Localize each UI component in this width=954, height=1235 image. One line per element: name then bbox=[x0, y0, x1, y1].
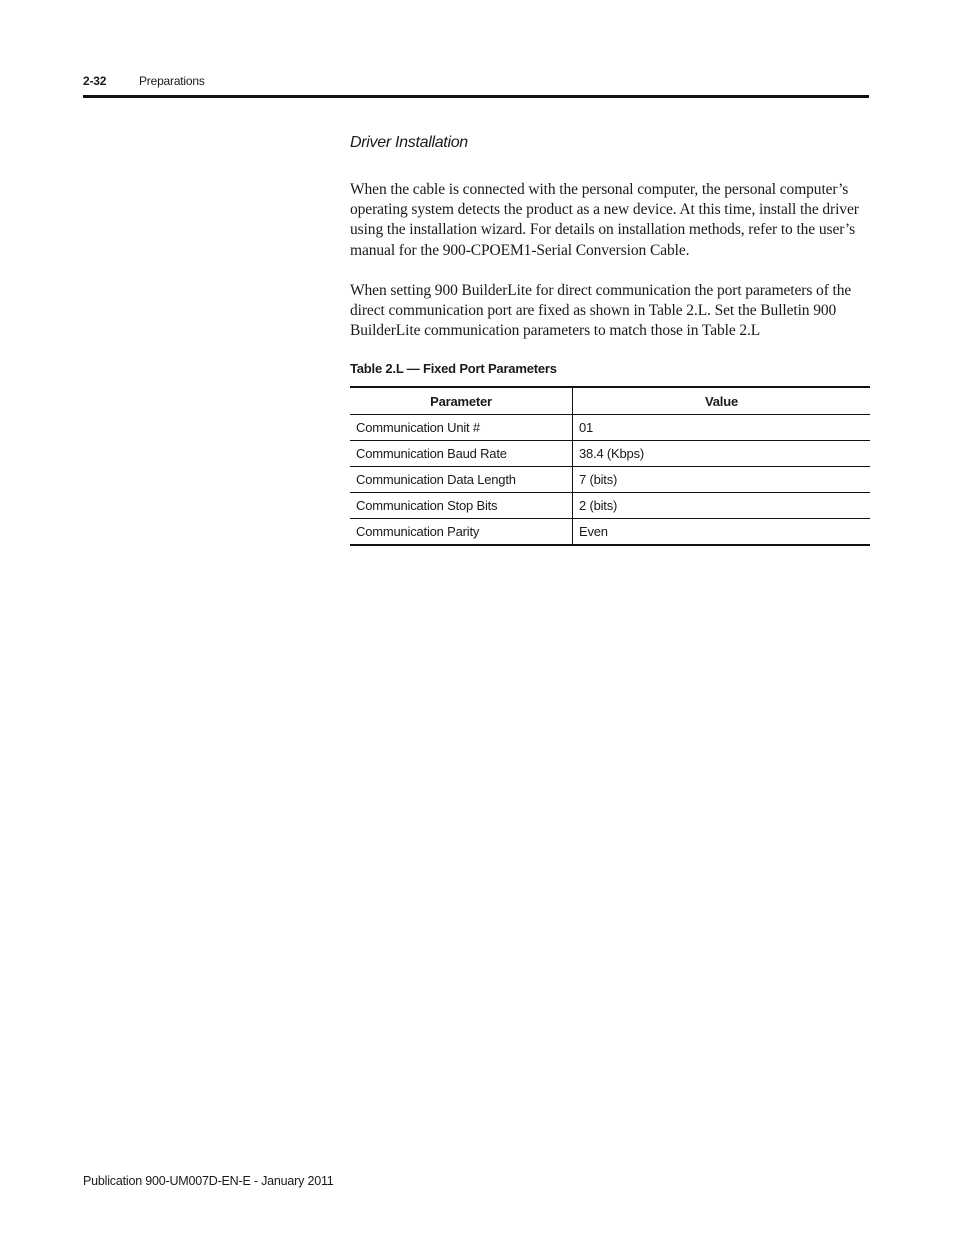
section-title: Preparations bbox=[139, 74, 205, 88]
parameter-cell: Communication Parity bbox=[350, 519, 573, 546]
parameter-cell: Communication Data Length bbox=[350, 467, 573, 493]
main-content bbox=[350, 130, 870, 546]
parameter-cell: Communication Stop Bits bbox=[350, 493, 573, 519]
table-row bbox=[350, 441, 870, 467]
page-number: 2-32 bbox=[83, 74, 107, 88]
parameter-cell: Communication Unit # bbox=[350, 415, 573, 441]
column-header-value: Value bbox=[573, 387, 871, 415]
value-cell: 2 (bits) bbox=[573, 493, 871, 519]
value-cell: Even bbox=[573, 519, 871, 546]
parameter-cell: Communication Baud Rate bbox=[350, 441, 573, 467]
header-rule bbox=[83, 95, 869, 98]
fixed-port-parameters-table bbox=[350, 386, 870, 546]
table-title: Table 2.L — Fixed Port Parameters bbox=[350, 361, 557, 377]
publication-footer: Publication 900-UM007D-EN-E - January 2011 bbox=[83, 1174, 334, 1188]
column-header-parameter: Parameter bbox=[350, 387, 573, 415]
value-cell: 7 (bits) bbox=[573, 467, 871, 493]
value-cell: 01 bbox=[573, 415, 871, 441]
value-cell: 38.4 (Kbps) bbox=[573, 441, 871, 467]
paragraph-driver-install: When the cable is connected with the personal computer, the personal computer’s operating system detects the product as a new device. At this time, install the driver using the installation wizard. For details on installation methods, refer to the user’s manual for the 900-CPOEM1-Serial Conversion Cable. bbox=[350, 181, 859, 259]
table-row bbox=[350, 493, 870, 519]
table-row bbox=[350, 467, 870, 493]
table-header-row bbox=[350, 387, 870, 415]
paragraph-port-parameters: When setting 900 BuilderLite for direct communication the port parameters of the direct communication port are fixed as shown in Table 2.L. Set the Bulletin 900 BuilderLite communication parameters to match those in Table 2.L bbox=[350, 281, 852, 340]
table-row bbox=[350, 519, 870, 546]
table-row bbox=[350, 415, 870, 441]
page-header bbox=[83, 72, 869, 92]
subheading: Driver Installation bbox=[350, 134, 468, 151]
